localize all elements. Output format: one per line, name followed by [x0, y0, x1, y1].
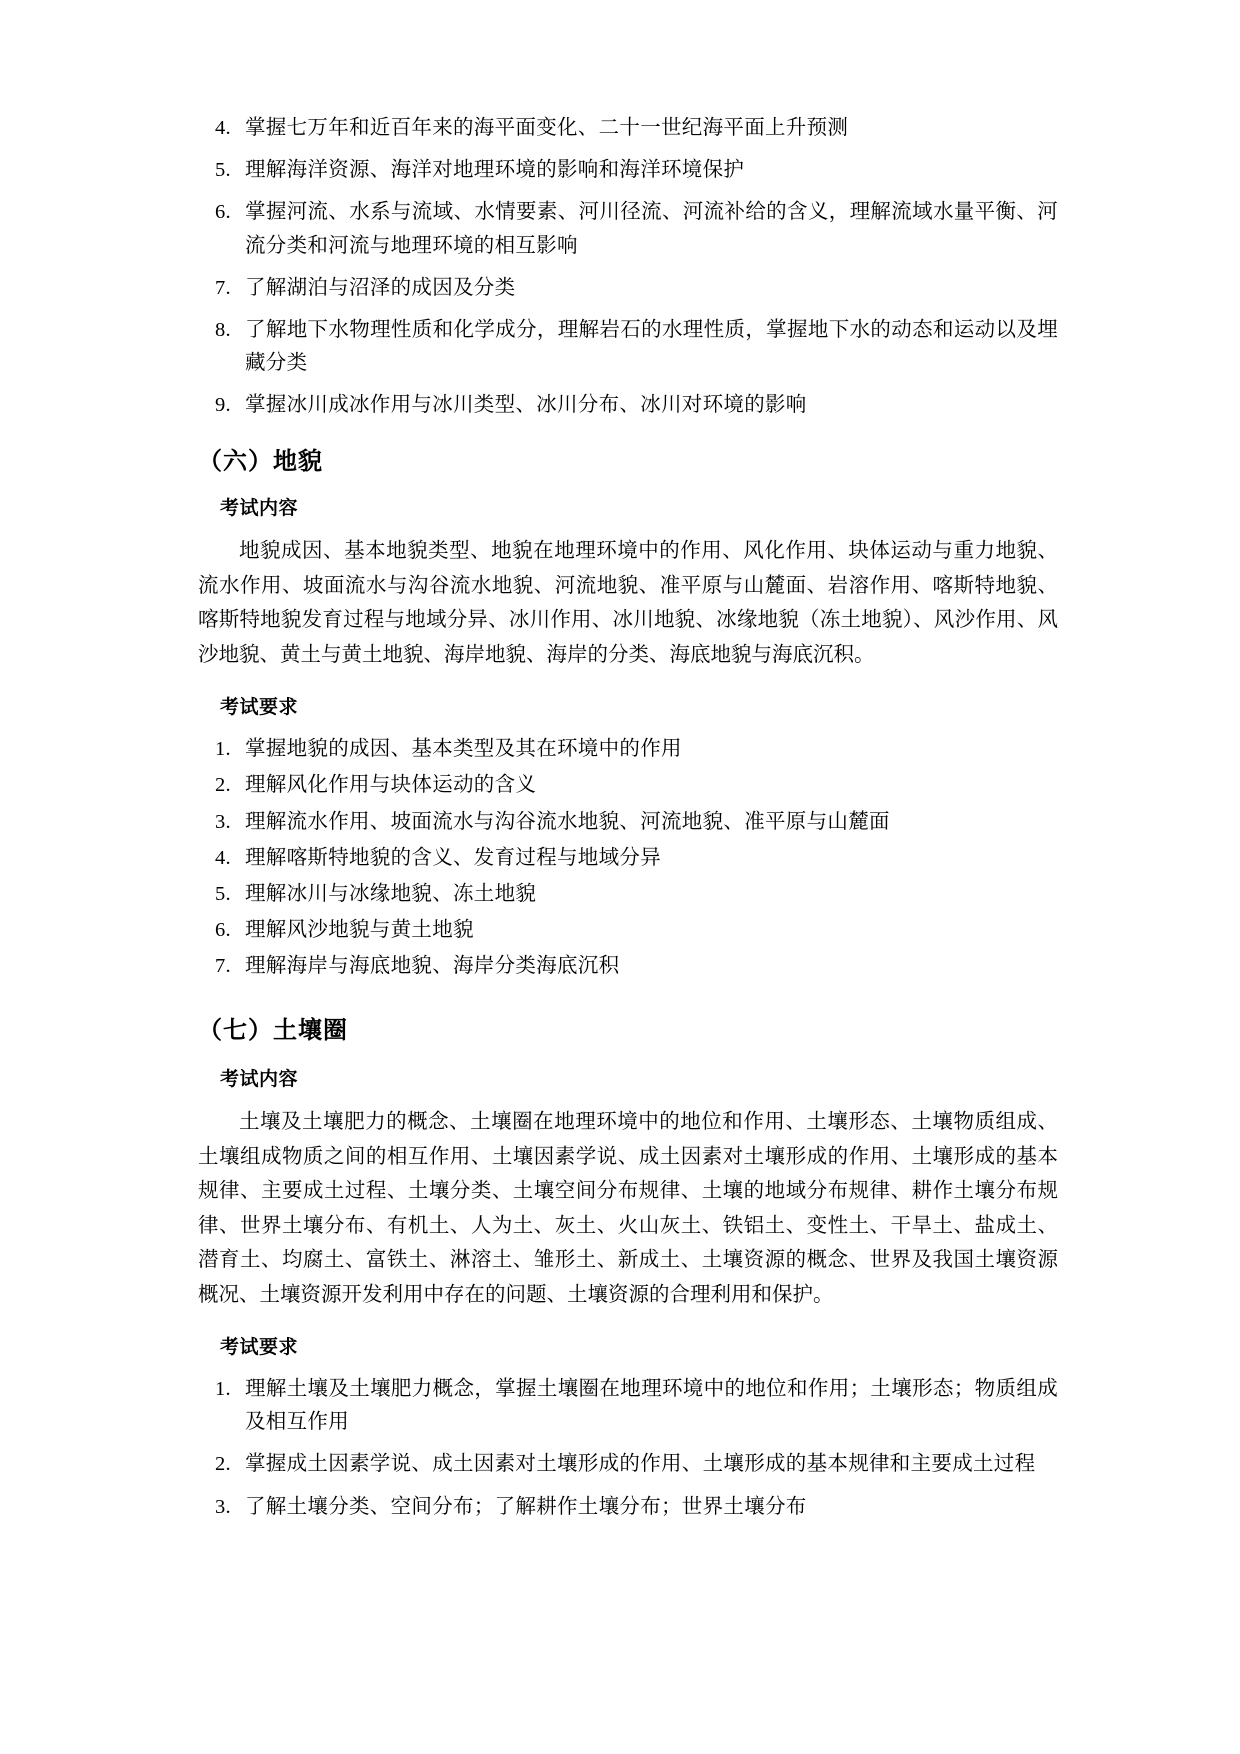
- exam-content-label: 考试内容: [220, 498, 299, 520]
- list-item-number: 4.: [215, 117, 231, 139]
- list-item: [198, 154, 1058, 187]
- section-heading-diumao: （六）地貌: [198, 448, 323, 475]
- list-item-number: 1.: [215, 1378, 231, 1401]
- list-item-number: 4.: [215, 846, 231, 869]
- list-item-number: 9.: [215, 394, 231, 417]
- list-item: [198, 196, 1058, 262]
- list-item: [198, 806, 1058, 839]
- list-item-number: 8.: [215, 319, 231, 342]
- list-item-number: 2.: [215, 774, 231, 797]
- list-item-text: 掌握河流、水系与流域、水情要素、河川径流、河流补给的含义，理解流域水量平衡、河流分类和河流与地理环境的相互影响: [245, 201, 1058, 257]
- list-item: [198, 1373, 1058, 1439]
- list-item-number: 3.: [215, 810, 231, 833]
- list-item: [198, 112, 1058, 145]
- list-item-text: 掌握地貌的成因、基本类型及其在环境中的作用: [245, 738, 682, 761]
- list-item: [198, 389, 1058, 422]
- list-item: [198, 272, 1058, 305]
- list-item-text: 理解冰川与冰缘地貌、冻土地貌: [245, 882, 537, 905]
- exam-requirement-label: 考试要求: [220, 1337, 299, 1359]
- section-heading-turangquan: （七）土壤圈: [198, 1017, 348, 1044]
- list-item: [198, 878, 1058, 911]
- list-item-text: 了解土壤分类、空间分布；了解耕作土壤分布；世界土壤分布: [245, 1495, 807, 1518]
- page-content: [198, 112, 1058, 1524]
- list-item-text: 理解喀斯特地貌的含义、发育过程与地域分异: [245, 846, 661, 869]
- list-item-text: 理解风化作用与块体运动的含义: [245, 774, 537, 797]
- requirement-list-diumao: [198, 733, 1058, 983]
- list-item-text: 掌握冰川成冰作用与冰川类型、冰川分布、冰川对环境的影响: [245, 394, 807, 417]
- continued-requirement-list: [198, 112, 1058, 423]
- list-item: [198, 314, 1058, 380]
- list-item-number: 3.: [215, 1495, 231, 1518]
- list-item: [198, 733, 1058, 766]
- list-item-text: 理解风沙地貌与黄土地貌: [245, 919, 474, 942]
- list-item-text: 掌握七万年和近百年来的海平面变化、二十一世纪海平面上升预测: [245, 117, 849, 139]
- list-item: [198, 1448, 1058, 1481]
- list-item-number: 5.: [215, 159, 231, 182]
- list-item: [198, 769, 1058, 802]
- exam-content-paragraph: 土壤及土壤肥力的概念、土壤圈在地理环境中的地位和作用、土壤形态、土壤物质组成、土壤组成物质之间的相互作用、土壤因素学说、成土因素对土壤形成的作用、土壤形成的基本规律、主要成土过程、土壤分类、土壤空间分布规律、土壤的地域分布规律、耕作土壤分布规律、世界土壤分布、有机土、人为土、灰土、火山灰土、铁铝土、变性土、干旱土、盐成土、潜育土、均腐土、富铁土、淋溶土、雏形土、新成土、土壤资源的概念、世界及我国土壤资源概况、土壤资源开发利用中存在的问题、土壤资源的合理利用和保护。: [198, 1111, 1058, 1306]
- list-item-number: 7.: [215, 276, 231, 299]
- list-item-number: 1.: [215, 738, 231, 761]
- list-item: [198, 842, 1058, 875]
- requirement-list-turangquan: [198, 1373, 1058, 1524]
- list-item-text: 了解湖泊与沼泽的成因及分类: [245, 276, 516, 299]
- list-item-text: 理解海岸与海底地貌、海岸分类海底沉积: [245, 955, 620, 978]
- exam-content-paragraph: 地貌成因、基本地貌类型、地貌在地理环境中的作用、风化作用、块体运动与重力地貌、流水作用、坡面流水与沟谷流水地貌、河流地貌、准平原与山麓面、岩溶作用、喀斯特地貌、喀斯特地貌发育过程与地域分异、冰川作用、冰川地貌、冰缘地貌（冻土地貌）、风沙作用、风沙地貌、黄土与黄土地貌、海岸地貌、海岸的分类、海底地貌与海底沉积。: [198, 540, 1058, 666]
- list-item-number: 6.: [215, 919, 231, 942]
- list-item: [198, 1491, 1058, 1524]
- exam-content-label: 考试内容: [220, 1069, 299, 1091]
- list-item-number: 6.: [215, 201, 231, 224]
- list-item: [198, 914, 1058, 947]
- list-item-number: 5.: [215, 882, 231, 905]
- list-item-text: 了解地下水物理性质和化学成分，理解岩石的水理性质，掌握地下水的动态和运动以及埋藏分类: [245, 319, 1058, 375]
- list-item-text: 掌握成土因素学说、成土因素对土壤形成的作用、土壤形成的基本规律和主要成土过程: [245, 1453, 1036, 1476]
- list-item-text: 理解流水作用、坡面流水与沟谷流水地貌、河流地貌、准平原与山麓面: [245, 810, 890, 833]
- list-item-text: 理解海洋资源、海洋对地理环境的影响和海洋环境保护: [245, 159, 745, 182]
- list-item-number: 7.: [215, 955, 231, 978]
- list-item: [198, 950, 1058, 983]
- exam-requirement-label: 考试要求: [220, 697, 299, 719]
- list-item-number: 2.: [215, 1453, 231, 1476]
- list-item-text: 理解土壤及土壤肥力概念，掌握土壤圈在地理环境中的地位和作用；土壤形态；物质组成及相互作用: [245, 1378, 1058, 1434]
